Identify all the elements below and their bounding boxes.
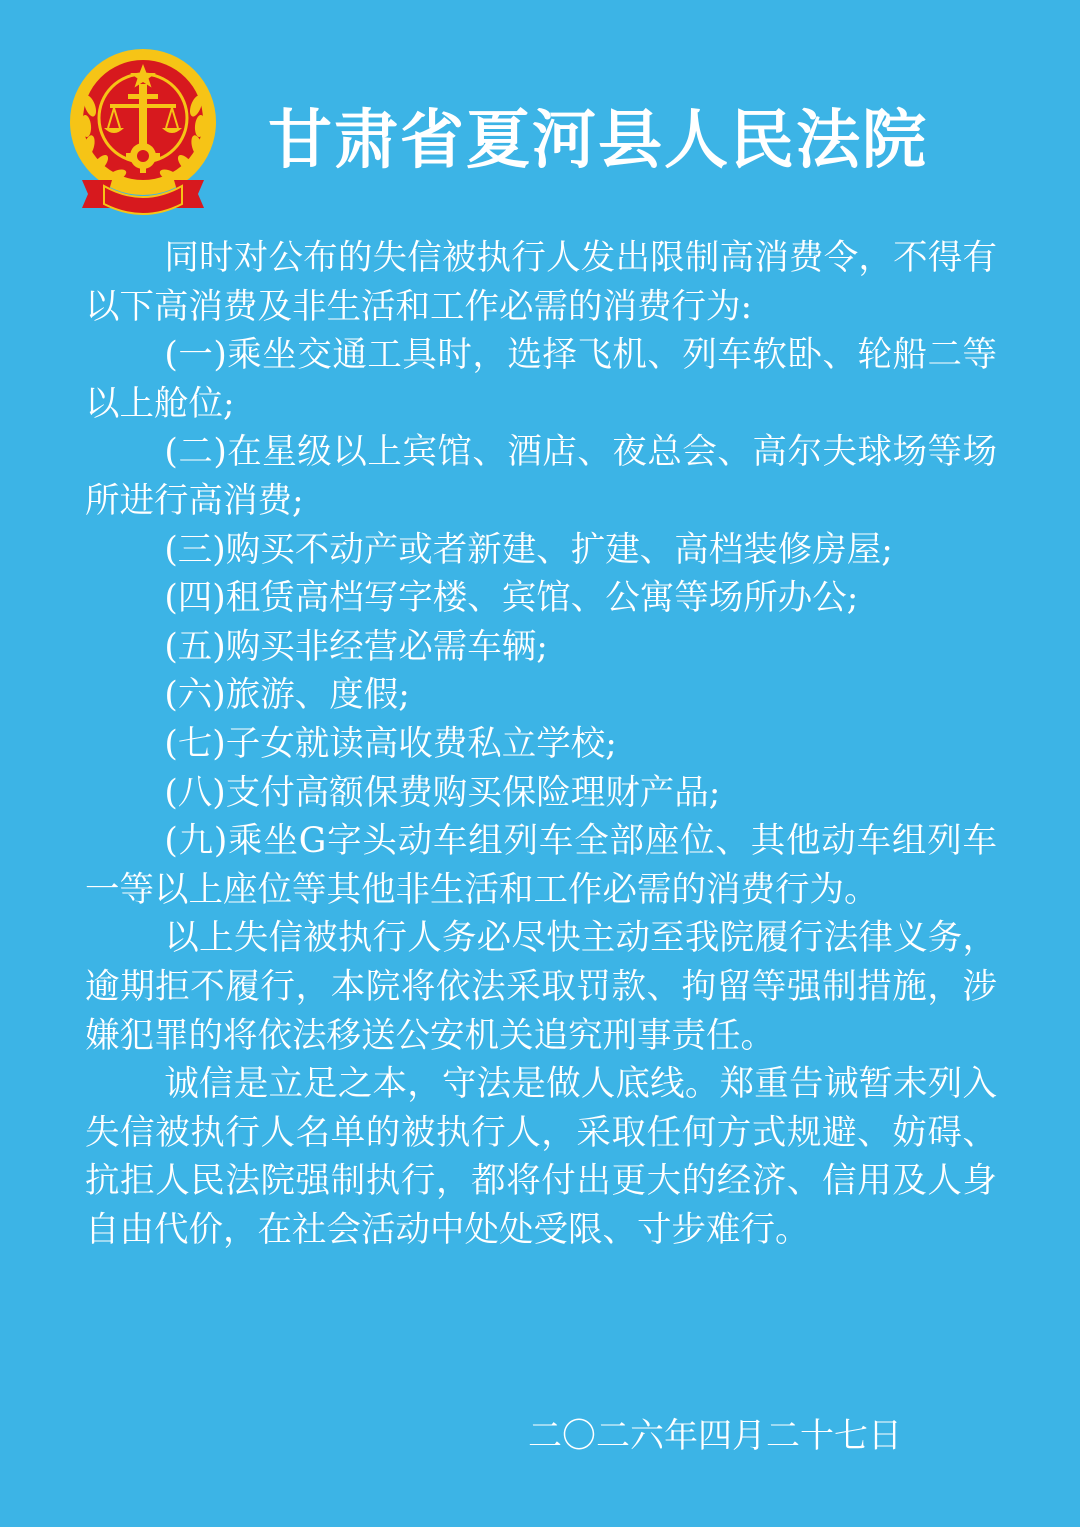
list-item: (三)购买不动产或者新建、扩建、高档装修房屋; — [164, 529, 893, 570]
court-emblem-icon — [68, 48, 218, 216]
paragraph-obligation: 以上失信被执行人务必尽快主动至我院履行法律义务，逾期拒不履行，本院将依法采取罚款、拘留等强制措施，涉嫌犯罪的将依法移送公安机关追究刑事责任。 — [85, 918, 997, 1056]
paragraph-intro: 同时对公布的失信被执行人发出限制高消费令，不得有以下高消费及非生活和工作必需的消费行为: — [85, 238, 997, 327]
notice-date: 二〇二六年四月二十七日 — [528, 1416, 902, 1456]
header — [0, 0, 1080, 230]
paragraph-warning: 诚信是立足之本，守法是做人底线。郑重告诫暂未列入失信被执行人名单的被执行人，采取任何方式规避、妨碍、抗拒人民法院强制执行，都将付出更大的经济、信用及人身自由代价，在社会活动中处处受限、寸步难行。 — [85, 1064, 997, 1250]
list-item: (七)子女就读高收费私立学校; — [164, 723, 617, 764]
court-title: 甘肃省夏河县人民法院 — [268, 103, 928, 178]
list-item: (八)支付高额保费购买保险理财产品; — [164, 772, 721, 813]
notice-body — [85, 234, 997, 1254]
list-item: (四)租赁高档写字楼、宾馆、公寓等场所办公; — [164, 578, 859, 619]
list-item: (一)乘坐交通工具时，选择飞机、列车软卧、轮船二等以上舱位; — [85, 335, 997, 424]
list-item: (九)乘坐G字头动车组列车全部座位、其他动车组列车一等以上座位等其他非生活和工作必需的消费行为。 — [85, 821, 997, 910]
list-item: (五)购买非经营必需车辆; — [164, 626, 548, 667]
list-item: (二)在星级以上宾馆、酒店、夜总会、高尔夫球场等场所进行高消费; — [85, 432, 997, 521]
list-item: (六)旅游、度假; — [164, 675, 410, 716]
